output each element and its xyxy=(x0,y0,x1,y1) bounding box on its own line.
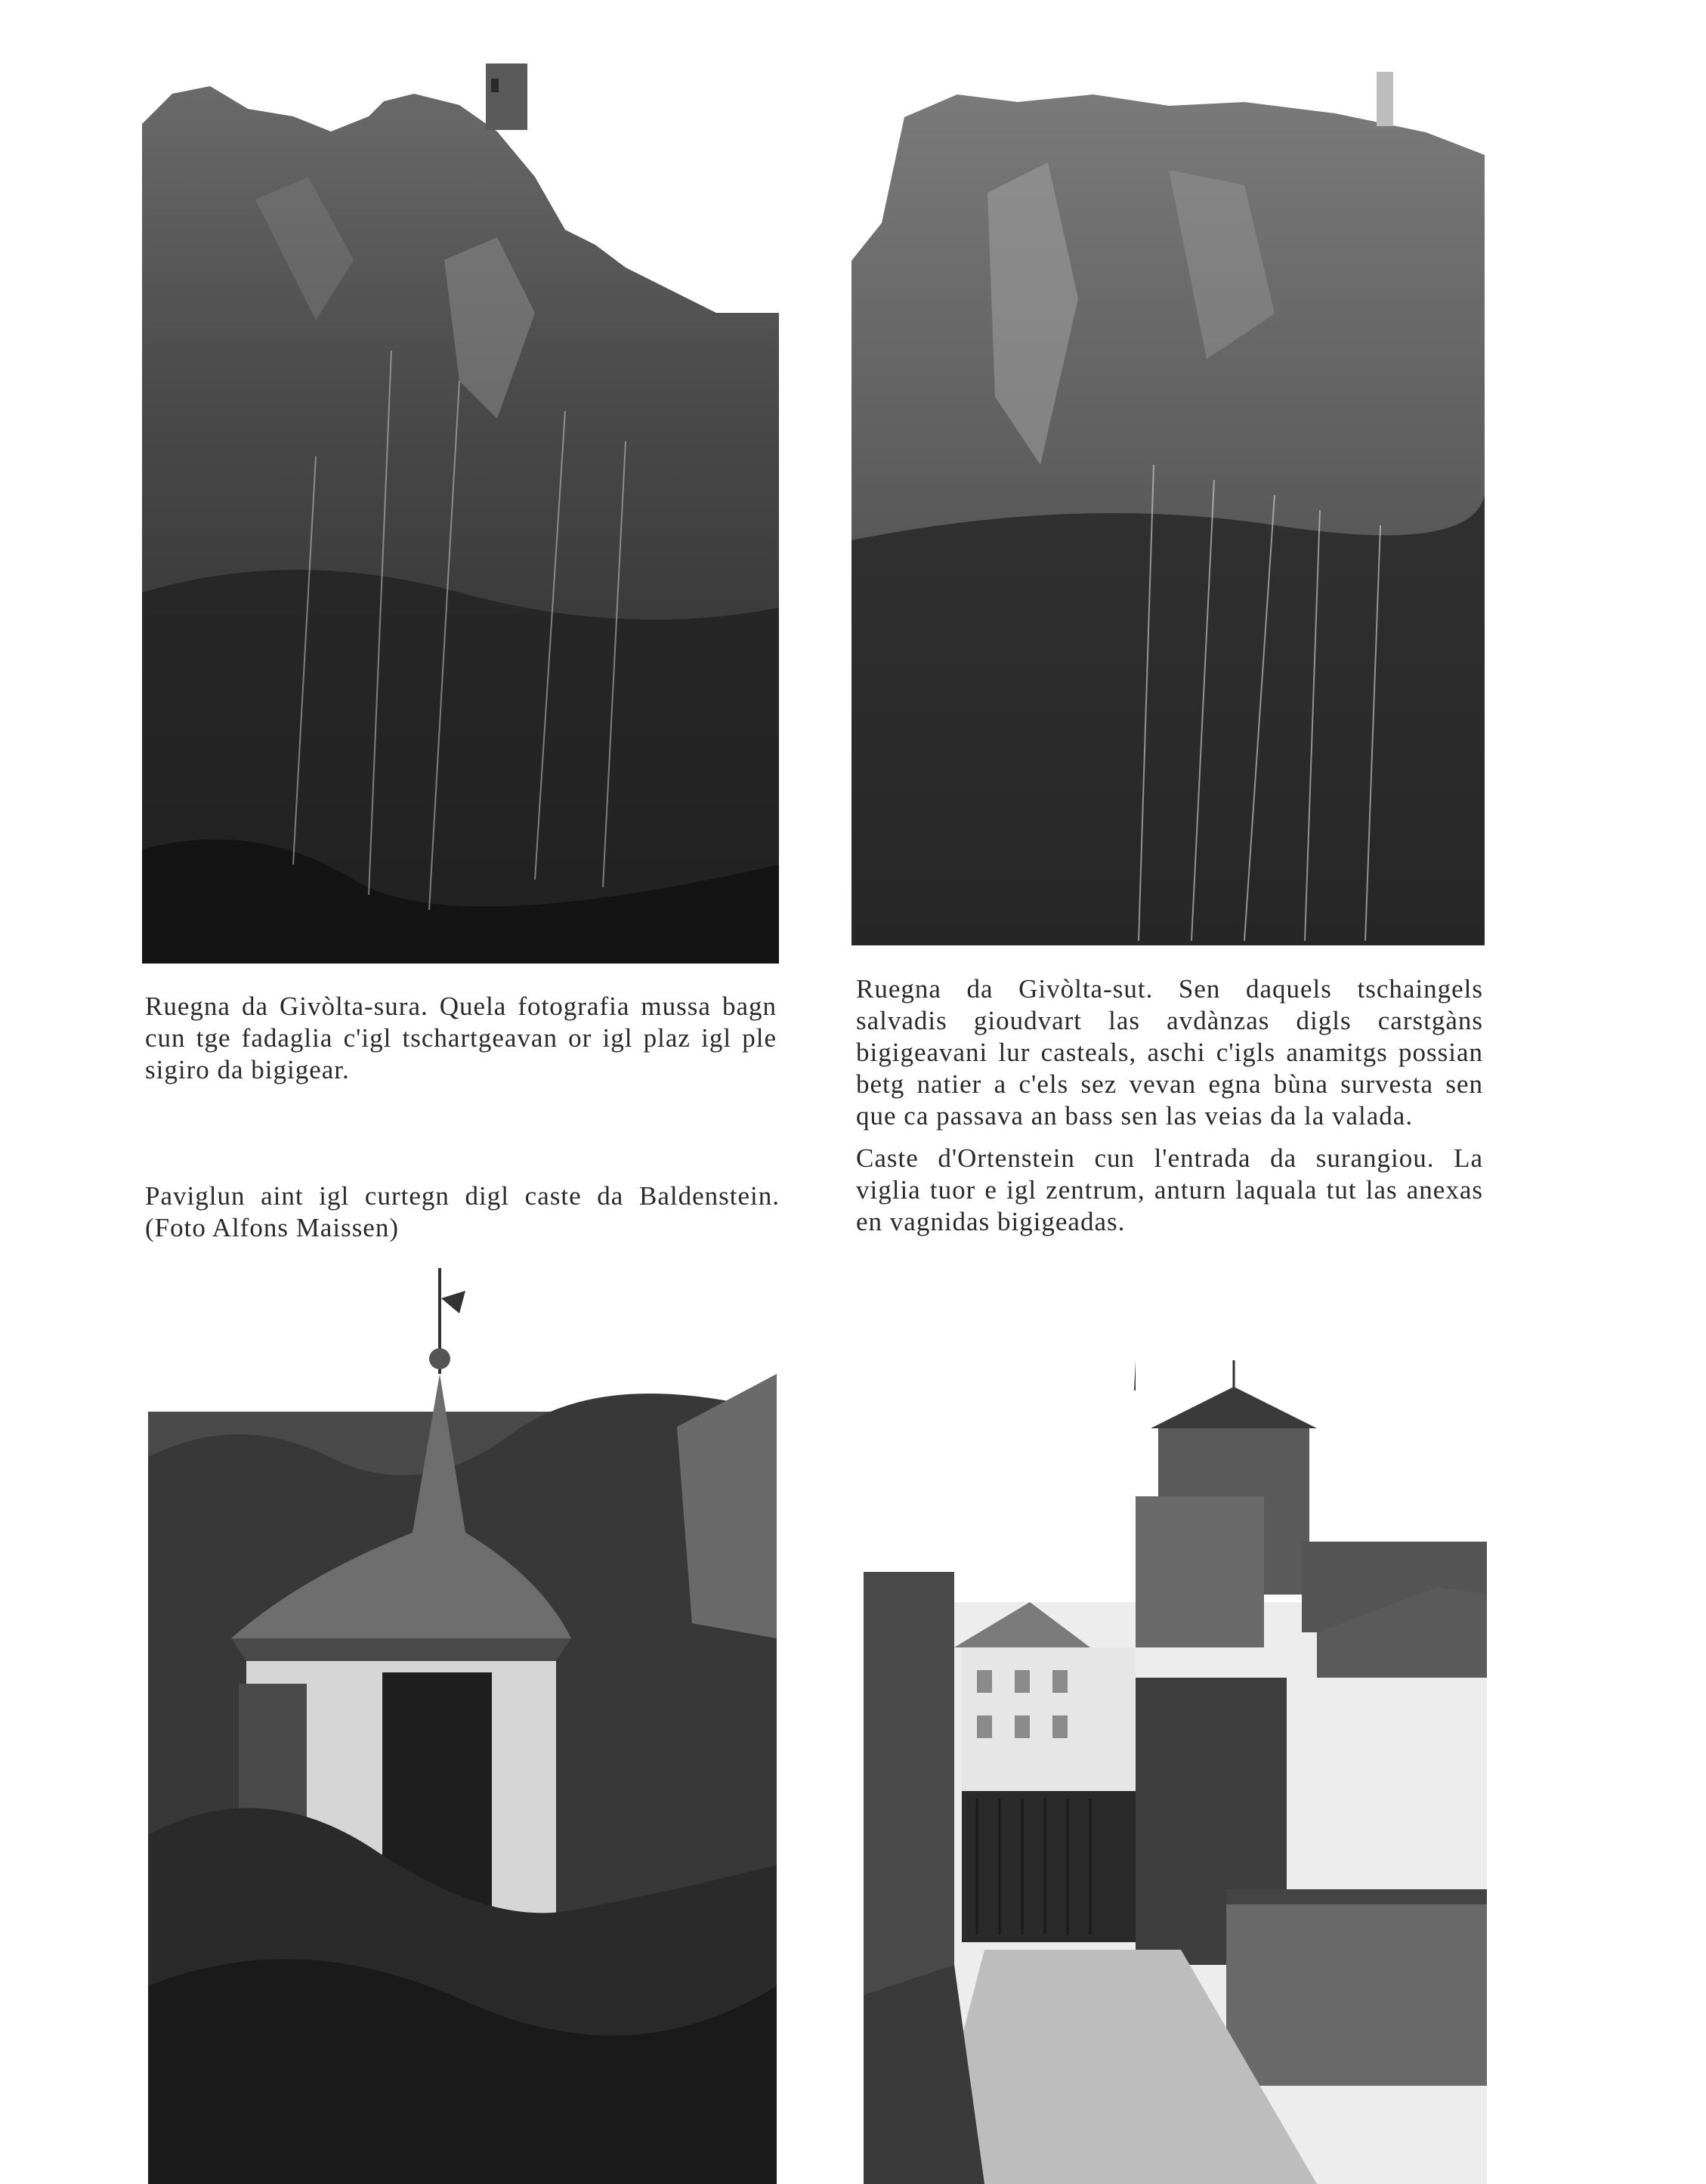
caption-ortenstein: Caste d'Ortenstein cun l'entrada da surangiou. La viglia tuor e igl zentrum, anturn laquala tut las anexas en vagnidas bigigeadas. xyxy=(856,1143,1483,1236)
caption-givolta-sura: Ruegna da Givòlta-sura. Quela fotografia mussa bagn cun tge fadaglia c'igl tschartgeavan or igl plaz igl ple sigiro da bigigear. xyxy=(145,991,777,1084)
pavilion-baldenstein-photo xyxy=(148,1261,777,2184)
caption-baldenstein: Paviglun aint igl curtegn digl caste da Baldenstein. (Foto Alfons Maissen) xyxy=(145,1181,780,1242)
ruin-givolta-sut-photo xyxy=(851,72,1485,945)
caption-givolta-sut: Ruegna da Givòlta-sut. Sen daquels tschaingels salvadis gioudvart las avdànzas digls carstgàns bigigeavani lur casteals, aschi c'igls anamitgs possian betg natier a c'els sez vevan egna bùna survesta sen que ca passava an bass sen las veias da la valada. xyxy=(856,974,1483,1131)
castle-ortenstein-photo xyxy=(864,1360,1487,2184)
ruin-givolta-sura-photo xyxy=(142,63,779,964)
